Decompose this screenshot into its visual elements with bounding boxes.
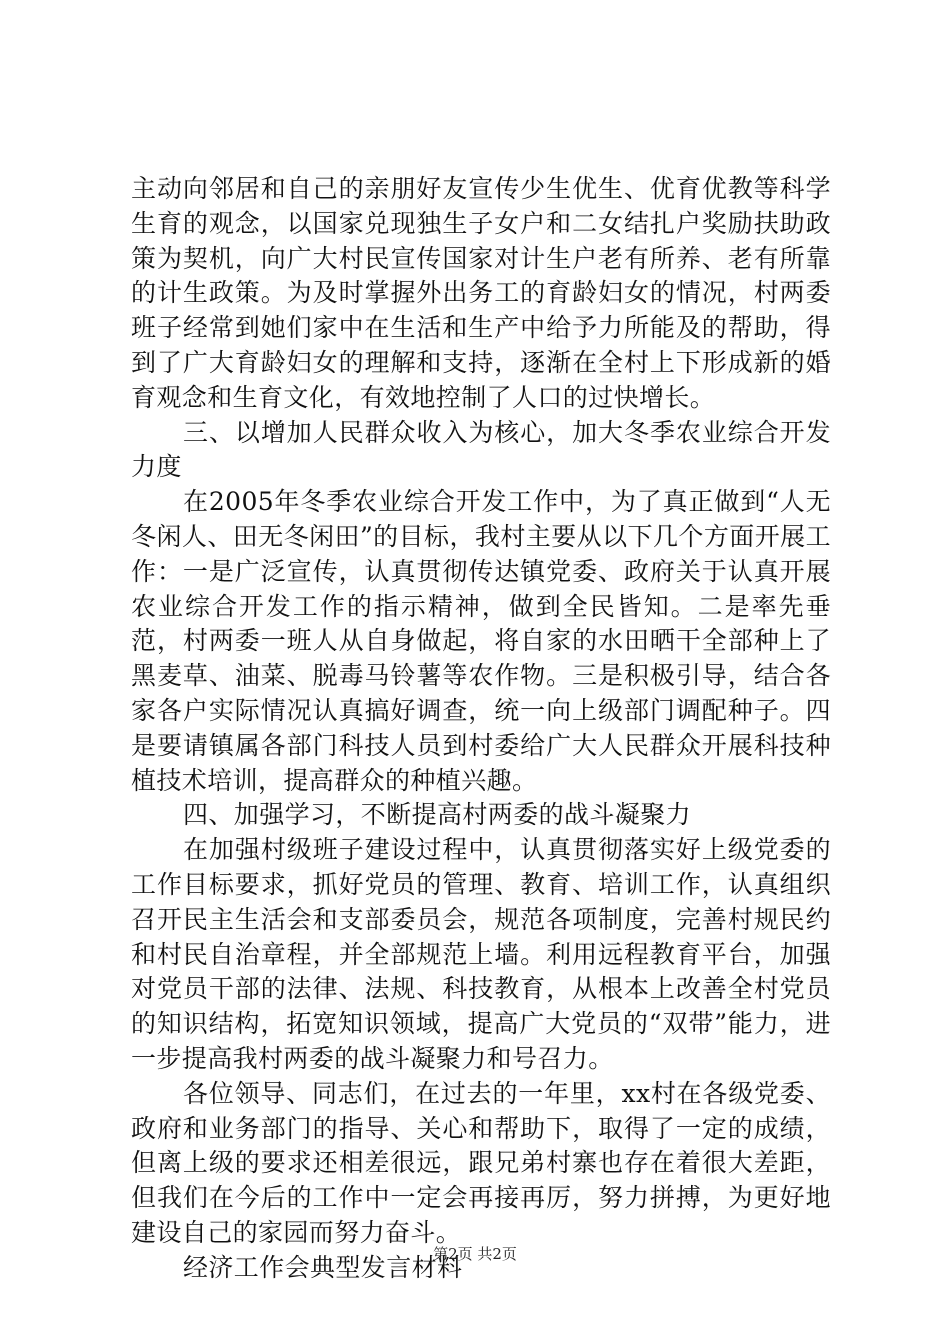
paragraph-family-planning-continued: 主动向邻居和自己的亲朋好友宣传少生优生、优育优教等科学生育的观念，以国家兑现独生子女户和二女结扎户奖励扶助政策为契机，向广大村民宣传国家对计生户老有所养、老有所靠的计生政策。为及时掌握外出务工的育龄妇女的情况，村两委班子经常到她们家中在生活和生产中给予力所能及的帮助，得到了广大育龄妇女的理解和支持，逐渐在全村上下形成新的婚育观念和生育文化，有效地控制了人口的过快增长。 [131, 174, 831, 412]
page-footer: 第2页 共2页 [433, 1245, 517, 1263]
section-heading-4: 四、加强学习，不断提高村两委的战斗凝聚力 [183, 800, 692, 830]
section-heading-3: 三、以增加人民群众收入为核心，加大冬季农业综合开发力度 [131, 417, 831, 482]
paragraph-team-building: 在加强村级班子建设过程中，认真贯彻落实好上级党委的工作目标要求，抓好党员的管理、教育、培训工作，认真组织召开民主生活会和支部委员会，规范各项制度，完善村规民约和村民自治章程，并全部规范上墙。利用远程教育平台，加强对党员干部的法律、法规、科技教育，从根本上改善全村党员的知识结构，拓宽知识领域，提高广大党员的“双带”能力，进一步提高我村两委的战斗凝聚力和号召力。 [131, 835, 831, 1073]
paragraph-closing-remarks: 各位领导、同志们，在过去的一年里，xx村在各级党委、政府和业务部门的指导、关心和帮助下，取得了一定的成绩，但离上级的要求还相差很远，跟兄弟村寨也存在着很大差距，但我们在今后的工作中一定会再接再厉，努力拼搏，为更好地建设自己的家园而努力奋斗。 [131, 1078, 831, 1247]
document-body [131, 172, 831, 1286]
paragraph-agriculture-development: 在2005年冬季农业综合开发工作中，为了真正做到“人无冬闲人、田无冬闲田”的目标，我村主要从以下几个方面开展工作：一是广泛宣传，认真贯彻传达镇党委、政府关于认真开展农业综合开发工作的指示精神，做到全民皆知。二是率先垂范，村两委一班人从自身做起，将自家的水田晒干全部种上了黑麦草、油菜、脱毒马铃薯等农作物。三是积极引导，结合各家各户实际情况认真搞好调查，统一向上级部门调配种子。四是要请镇属各部门科技人员到村委给广大人民群众开展科技种植技术培训，提高群众的种植兴趣。 [131, 487, 831, 795]
document-title-line: 经济工作会典型发言材料 [183, 1252, 463, 1282]
